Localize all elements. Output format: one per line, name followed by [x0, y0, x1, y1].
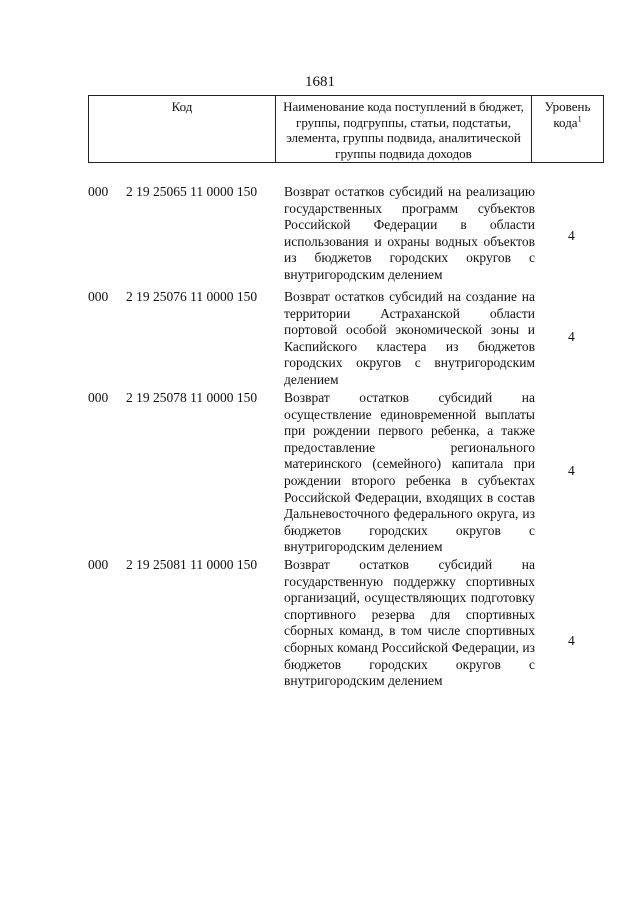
header-level-label: Уровень кода	[544, 99, 591, 130]
header-code: Код	[89, 96, 276, 162]
row-name: Возврат остатков субсидий на создание на территории Астраханской области портовой особой экономической зоны и Каспийского кластера из бюджетов городских округов с внутригородским делением	[284, 289, 535, 387]
header-level-footnote: 1	[577, 114, 582, 124]
row-level: 4	[568, 633, 575, 648]
row-code: 2 19 25078 11 0000 150	[126, 390, 258, 405]
row-prefix: 000	[88, 390, 109, 405]
header-name: Наименование кода поступлений в бюджет, группы, подгруппы, статьи, подстатьи, элемента, группы подвида, аналитической группы подвида доходов	[276, 96, 532, 162]
row-level: 4	[568, 463, 575, 478]
row-level: 4	[568, 228, 575, 243]
row-prefix: 000	[88, 557, 109, 572]
row-name: Возврат остатков субсидий на реализацию государственных программ субъектов Российской Федерации в области использования и охраны водных объектов из бюджетов городских округов с внутригородским делением	[284, 184, 535, 282]
header-level	[532, 96, 603, 162]
row-code: 2 19 25081 11 0000 150	[126, 557, 258, 572]
row-code: 2 19 25065 11 0000 150	[126, 184, 258, 199]
row-name: Возврат остатков субсидий на осуществление единовременной выплаты при рождении первого ребенка, а также предоставление регионального материнского (семейного) капитала при рождении второго ребенка в субъектах Российской Федерации, входящих в состав Дальневосточного федерального округа, из бюджетов городских округов с внутригородским делением	[284, 390, 535, 555]
row-level: 4	[568, 329, 575, 344]
page-number: 1681	[305, 74, 335, 90]
table-header	[88, 95, 604, 163]
row-prefix: 000	[88, 289, 109, 304]
row-prefix: 000	[88, 184, 109, 199]
row-code: 2 19 25076 11 0000 150	[126, 289, 258, 304]
row-name: Возврат остатков субсидий на государственную поддержку спортивных организаций, осуществляющих подготовку спортивного резерва для спортивных сборных команд, в том числе спортивных сборных команд Российской Федерации, из бюджетов городских округов с внутригородским делением	[284, 557, 535, 689]
